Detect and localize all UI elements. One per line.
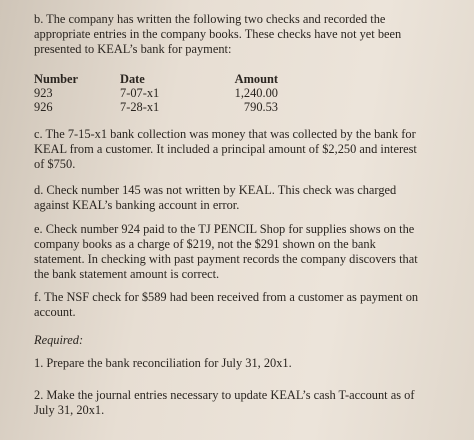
required-label: Required: [34, 333, 84, 347]
cell-date: 7-07-x1 [120, 86, 160, 100]
item-b-text: b. The company has written the following two checks and recorded the appropriate entries in the company books. These checks have not yet been presented to KEAL’s bank for payment: [34, 12, 402, 56]
table-row [34, 86, 278, 100]
table-row [34, 100, 278, 114]
item-c-text: c. The 7-15-x1 bank collection was money that was collected by the bank for KEAL from a customer. It included a principal amount of $2,250 and interest of $750. [34, 127, 417, 171]
requirement-1: 1. Prepare the bank reconciliation for July 31, 20x1. [34, 356, 292, 370]
header-amount: Amount [234, 72, 278, 86]
cell-amount: 790.53 [243, 100, 278, 114]
cell-amount: 1,240.00 [234, 86, 278, 100]
item-f-text: f. The NSF check for $589 had been received from a customer as payment on account. [34, 290, 419, 319]
item-e-text: e. Check number 924 paid to the TJ PENCIL Shop for supplies shows on the company books as a charge of $219, not the $291 shown on the bank statement. In checking with past payment records the company discovers that the bank statement amount is correct. [34, 222, 418, 281]
cell-number: 923 [34, 86, 53, 100]
header-number: Number [34, 72, 79, 86]
table-header-row [34, 72, 278, 86]
cell-date: 7-28-x1 [120, 100, 160, 114]
cell-number: 926 [34, 100, 53, 114]
header-date: Date [120, 72, 145, 86]
outstanding-checks-table [34, 72, 278, 114]
requirement-2: 2. Make the journal entries necessary to update KEAL’s cash T-account as of July 31, 20x1. [34, 388, 415, 417]
item-d-text: d. Check number 145 was not written by KEAL. This check was charged against KEAL’s banking account in error. [34, 183, 397, 212]
